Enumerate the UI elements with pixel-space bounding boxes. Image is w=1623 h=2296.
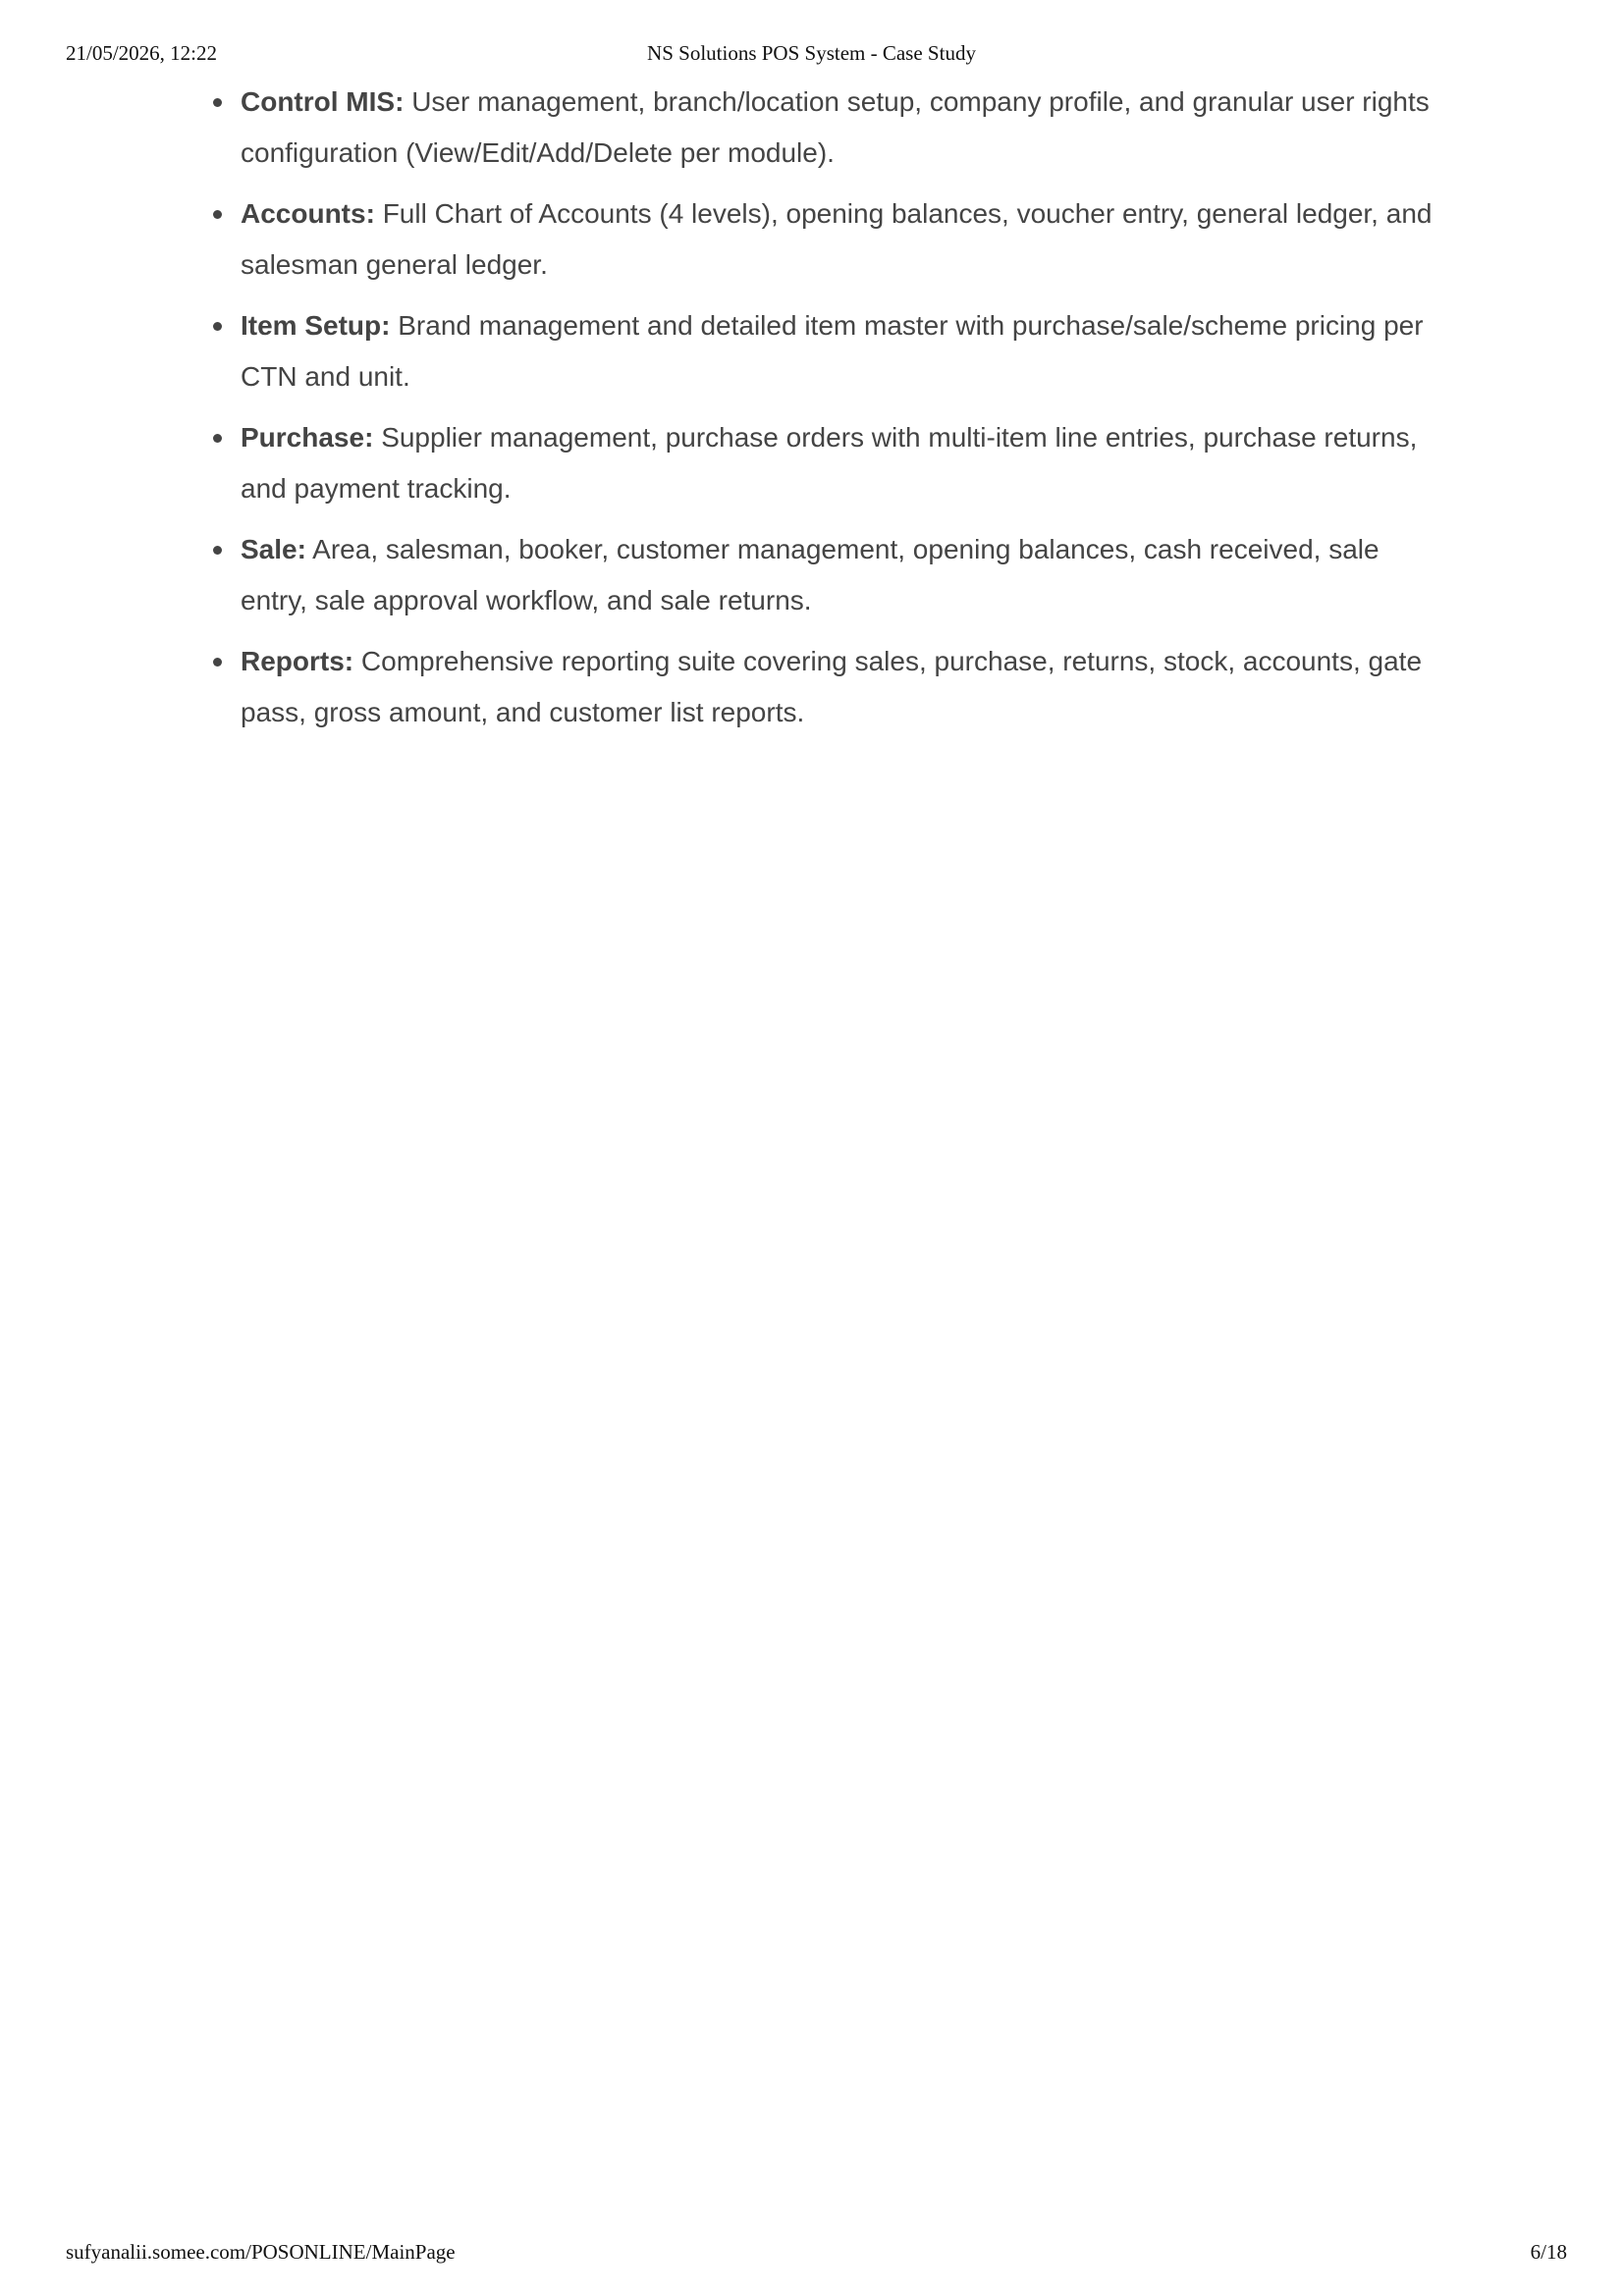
bullet-icon xyxy=(213,658,222,667)
print-page-number: 6/18 xyxy=(1530,2240,1567,2264)
feature-name: Reports: xyxy=(241,646,354,676)
feature-description: Comprehensive reporting suite covering sales, purchase, returns, stock, accounts, gate pass, gross amount, and customer list reports. xyxy=(241,646,1423,727)
feature-item-purchase xyxy=(241,412,1438,514)
feature-item-control-mis xyxy=(241,77,1438,179)
bullet-icon xyxy=(213,98,222,107)
feature-name: Purchase: xyxy=(241,422,374,453)
feature-name: Accounts: xyxy=(241,198,375,229)
feature-list xyxy=(241,77,1438,748)
bullet-icon xyxy=(213,322,222,331)
feature-description: Full Chart of Accounts (4 levels), opening balances, voucher entry, general ledger, and salesman general ledger. xyxy=(241,198,1433,280)
bullet-icon xyxy=(213,434,222,443)
feature-item-reports xyxy=(241,636,1438,738)
feature-item-sale xyxy=(241,524,1438,626)
feature-item-item-setup xyxy=(241,300,1438,402)
feature-name: Sale: xyxy=(241,534,306,564)
feature-item-accounts xyxy=(241,188,1438,291)
feature-name: Control MIS: xyxy=(241,86,405,117)
feature-name: Item Setup: xyxy=(241,310,391,341)
feature-description: Area, salesman, booker, customer management, opening balances, cash received, sale entry, sale approval workflow, and sale returns. xyxy=(241,534,1380,615)
print-footer xyxy=(0,2240,1623,2269)
feature-description: Brand management and detailed item master with purchase/sale/scheme pricing per CTN and unit. xyxy=(241,310,1424,392)
print-url: sufyanalii.somee.com/POSONLINE/MainPage xyxy=(66,2240,456,2264)
print-header xyxy=(0,41,1623,71)
print-page-title: NS Solutions POS System - Case Study xyxy=(647,41,976,65)
feature-description: User management, branch/location setup, company profile, and granular user rights configuration (View/Edit/Add/Delete per module). xyxy=(241,86,1430,168)
feature-description: Supplier management, purchase orders with multi-item line entries, purchase returns, and payment tracking. xyxy=(241,422,1418,504)
bullet-icon xyxy=(213,546,222,555)
print-datetime: 21/05/2026, 12:22 xyxy=(66,41,218,65)
bullet-icon xyxy=(213,210,222,219)
